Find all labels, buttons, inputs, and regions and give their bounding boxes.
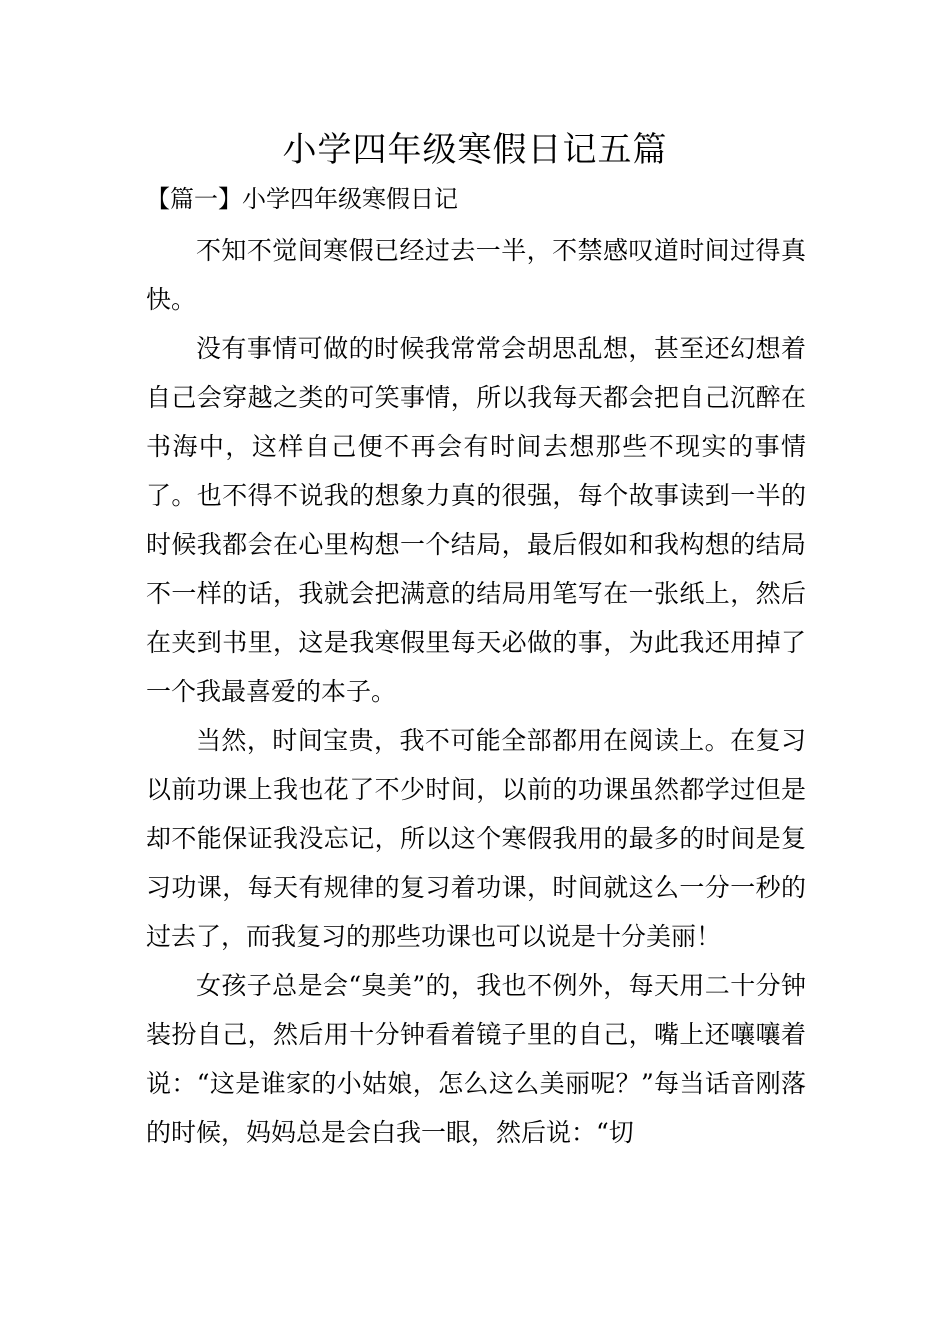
- section-heading: 【篇一】小学四年级寒假日记: [146, 185, 458, 213]
- document-title: 小学四年级寒假日记五篇: [282, 130, 668, 170]
- paragraph-1: 不知不觉间寒假已经过去一半，不禁感叹道时间过得真快。: [146, 236, 806, 314]
- document-body: [146, 226, 806, 1157]
- paragraph-3: 当然，时间宝贵，我不可能全部都用在阅读上。在复习以前功课上我也花了不少时间，以前的功课虽然都学过但是却不能保证我没忘记，所以这个寒假我用的最多的时间是复习功课，每天有规律的复习着功课，时间就这么一分一秒的过去了，而我复习的那些功课也可以说是十分美丽！: [146, 726, 806, 951]
- paragraph-2: 没有事情可做的时候我常常会胡思乱想，甚至还幻想着自己会穿越之类的可笑事情，所以我每天都会把自己沉醉在书海中，这样自己便不再会有时间去想那些不现实的事情了。也不得不说我的想象力真的很强，每个故事读到一半的时候我都会在心里构想一个结局，最后假如和我构想的结局不一样的话，我就会把满意的结局用笔写在一张纸上，然后在夹到书里，这是我寒假里每天必做的事，为此我还用掉了一个我最喜爱的本子。: [146, 334, 806, 706]
- paragraph-4: 女孩子总是会“臭美”的，我也不例外，每天用二十分钟装扮自己，然后用十分钟看着镜子里的自己，嘴上还嚷嚷着说：“这是谁家的小姑娘，怎么这么美丽呢？”每当话音刚落的时候，妈妈总是会白我一眼，然后说：“切: [146, 971, 806, 1147]
